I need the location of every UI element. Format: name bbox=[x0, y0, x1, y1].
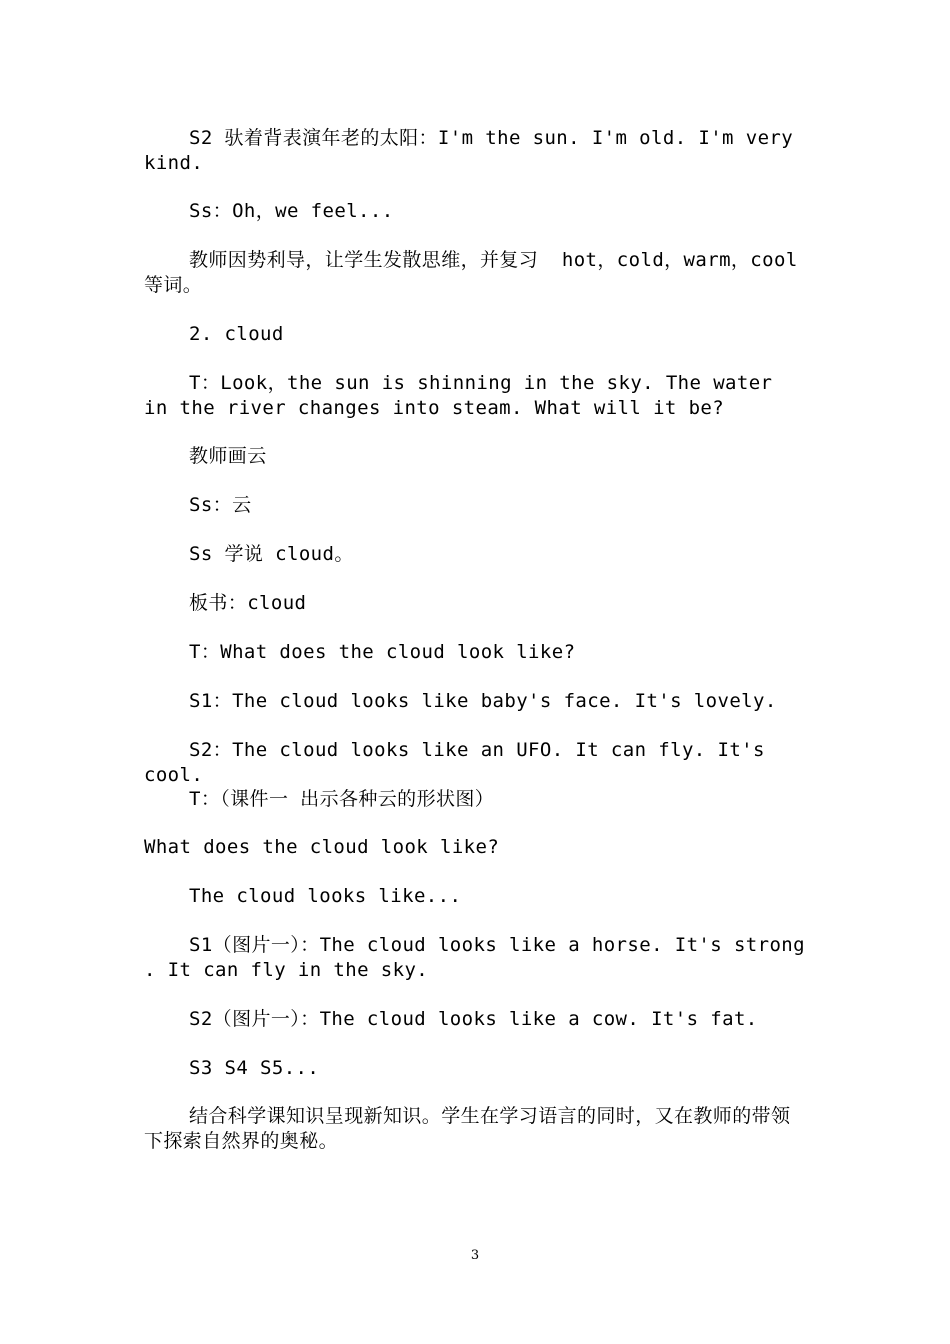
paragraph-ss-cloud-zh: Ss：云 bbox=[189, 494, 252, 516]
paragraph-teacher-draws: 教师画云 bbox=[189, 445, 267, 467]
paragraph-teacher-question: T：What does the cloud look like? bbox=[189, 641, 576, 663]
paragraph-ss-say-cloud: Ss 学说 cloud。 bbox=[189, 543, 354, 565]
paragraph-teacher-review: 教师因势利导，让学生发散思维，并复习 hot，cold，warm，cool 等词。 bbox=[144, 249, 810, 296]
paragraph-teacher-courseware: T：（课件一 出示各种云的形状图） bbox=[189, 788, 495, 810]
paragraph-s2-sun: S2 驮着背表演年老的太阳：I'm the sun. I'm old. I'm very kind. bbox=[144, 127, 805, 174]
paragraph-question-noindent: What does the cloud look like? bbox=[144, 836, 500, 858]
paragraph-s3-s4-s5: S3 S4 S5... bbox=[189, 1057, 320, 1079]
page-number: 3 bbox=[470, 1248, 480, 1263]
paragraph-s1-horse: S1（图片一）：The cloud looks like a horse. It's strong . It can fly in the sky. bbox=[144, 934, 817, 981]
paragraph-science-note: 结合科学课知识呈现新知识。学生在学习语言的同时，又在教师的带领下探索自然界的奥秘。 bbox=[144, 1105, 791, 1152]
paragraph-blackboard: 板书：cloud bbox=[189, 592, 307, 614]
paragraph-s2-cow: S2（图片一）：The cloud looks like a cow. It's fat. bbox=[189, 1008, 758, 1030]
section-heading-cloud: 2. cloud bbox=[189, 323, 284, 345]
paragraph-cloud-looks-like: The cloud looks like... bbox=[189, 885, 462, 907]
paragraph-s2-ufo: S2：The cloud looks like an UFO. It can fly. It's cool. bbox=[144, 739, 777, 786]
paragraph-teacher-look: T：Look，the sun is shinning in the sky. The water in the river changes into steam. What will it be? bbox=[144, 372, 785, 419]
paragraph-s1-baby-face: S1：The cloud looks like baby's face. It's lovely. bbox=[189, 690, 777, 712]
paragraph-ss-feel: Ss：Oh，we feel... bbox=[189, 200, 394, 222]
